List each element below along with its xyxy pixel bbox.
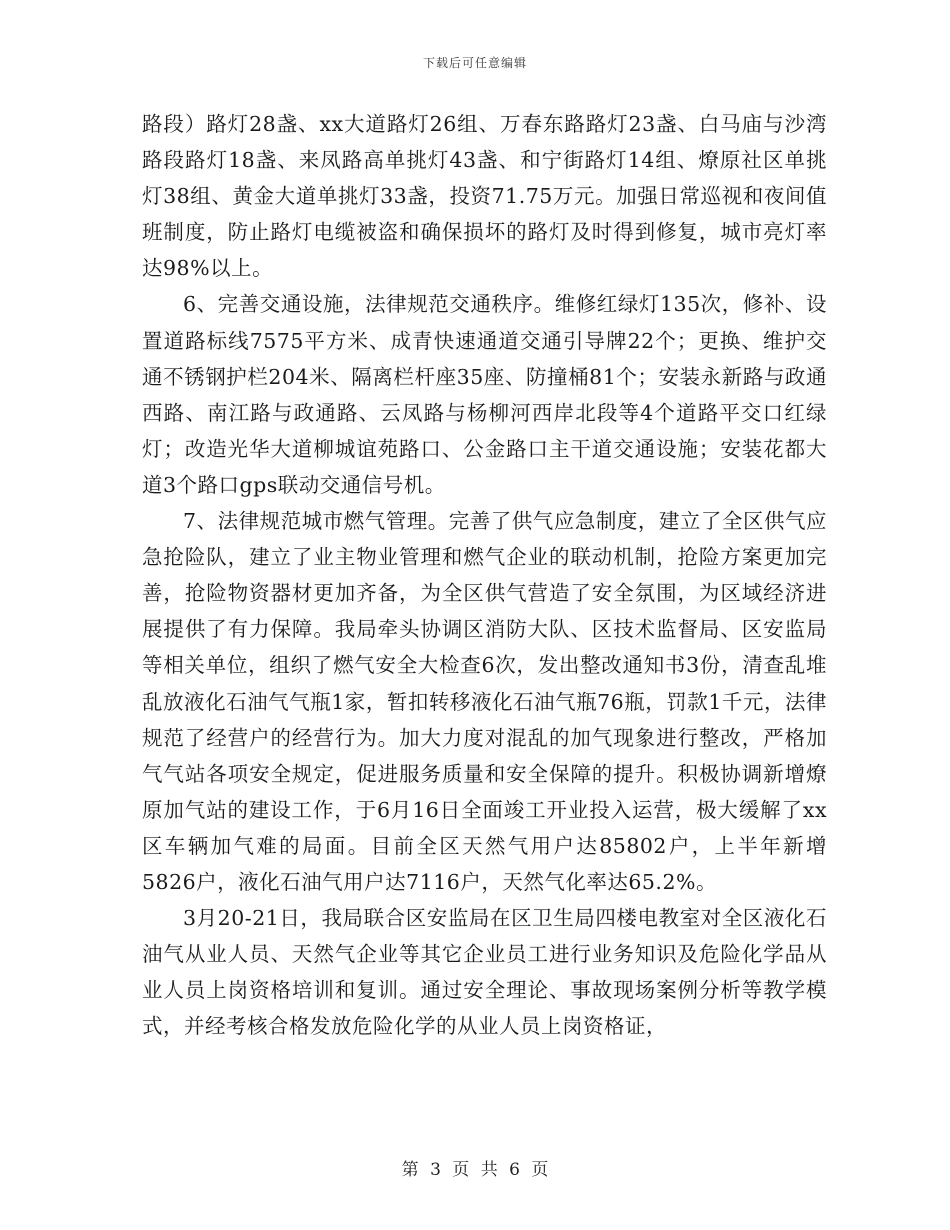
page-footer: 第 3 页 共 6 页	[401, 1160, 549, 1180]
paragraph-1: 路段）路灯28盏、xx大道路灯26组、万春东路路灯23盏、白马庙与沙湾路段路灯18盏、来凤路高单挑灯43盏、和宁街路灯14组、燎原社区单挑灯38组、黄金大道单挑灯33盏，投资71.75万元。加强日常巡视和夜间值班制度，防止路灯电缆被盗和确保损坏的路灯及时得到修复，城市亮灯率达98%以上。	[142, 112, 827, 281]
paragraph-3: 7、法律规范城市燃气管理。完善了供气应急制度，建立了全区供气应急抢险队，建立了业主物业管理和燃气企业的联动机制，抢险方案更加完善，抢险物资器材更加齐备，为全区供气营造了安全氛围，为区域经济进展提供了有力保障。我局牵头协调区消防大队、区技术监督局、区安监局等相关单位，组织了燃气安全大检查6次，发出整改通知书3份，清查乱堆乱放液化石油气气瓶1家，暂扣转移液化石油气瓶76瓶，罚款1千元，法律规范了经营户的经营行为。加大力度对混乱的加气现象进行整改，严格加气气站各项安全规定，促进服务质量和安全保障的提升。积极协调新增燎原加气站的建设工作，于6月16日全面竣工开业投入运营，极大缓解了xx区车辆加气难的局面。目前全区天然气用户达85802户，上半年新增5826户，液化石油气用户达7116户，天然气化率达65.2%。	[142, 509, 827, 894]
document-body	[142, 106, 827, 1044]
paragraph-4: 3月20-21日，我局联合区安监局在区卫生局四楼电教室对全区液化石油气从业人员、天然气企业等其它企业员工进行业务知识及危险化学品从业人员上岗资格培训和复训。通过安全理论、事故现场案例分析等教学模式，并经考核合格发放危险化学的从业人员上岗资格证，	[142, 906, 827, 1039]
paragraph-2: 6、完善交通设施，法律规范交通秩序。维修红绿灯135次，修补、设置道路标线7575平方米、成青快速通道交通引导牌22个；更换、维护交通不锈钢护栏204米、隔离栏杆座35座、防撞桶81个；安装永新路与政通西路、南江路与政通路、云凤路与杨柳河西岸北段等4个道路平交口红绿灯；改造光华大道柳城谊苑路口、公金路口主干道交通设施；安装花都大道3个路口gps联动交通信号机。	[142, 292, 827, 497]
page-header: 下载后可任意编辑	[422, 56, 527, 70]
